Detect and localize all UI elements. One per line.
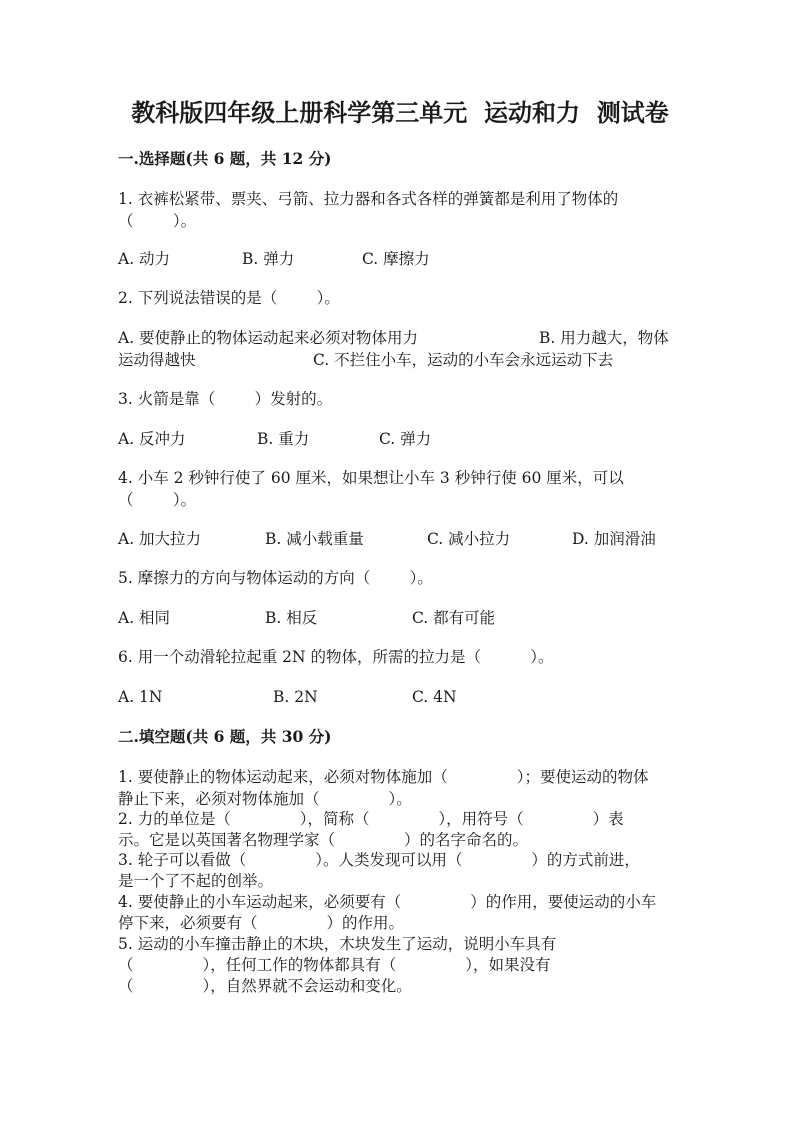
question-6-option-c: C. 4N bbox=[412, 688, 457, 706]
fill-line: （ ），自然界就不会运动和变化。 bbox=[118, 977, 412, 995]
question-1-text: 1. 衣裤松紧带、票夹、弓箭、拉力器和各式各样的弹簧都是利用了物体的 bbox=[118, 190, 619, 208]
question-2-text: 2. 下列说法错误的是（ ）。 bbox=[118, 289, 340, 307]
question-1-text: （ ）。 bbox=[118, 212, 197, 230]
fill-line: 4. 要使静止的小车运动起来，必须要有（ ）的作用，要使运动的小车 bbox=[118, 893, 657, 911]
question-3-text: 3. 火箭是靠（ ）发射的。 bbox=[118, 390, 333, 408]
question-3-option-a: A. 反冲力 bbox=[118, 430, 186, 448]
question-4-option-d: D. 加润滑油 bbox=[572, 530, 656, 548]
section-heading-multiple-choice: 一.选择题(共 6 题，共 12 分) bbox=[118, 149, 332, 168]
question-5-option-b: B. 相反 bbox=[265, 609, 318, 627]
fill-line: 2. 力的单位是（ ），简称（ ），用符号（ ）表 bbox=[118, 810, 624, 828]
question-3-option-b: B. 重力 bbox=[257, 430, 310, 448]
question-3-option-c: C. 弹力 bbox=[379, 430, 432, 448]
question-1-option-b: B. 弹力 bbox=[242, 250, 295, 268]
question-2-option-a: A. 要使静止的物体运动起来必须对物体用力 bbox=[118, 329, 419, 347]
page-title: 教科版四年级上册科学第三单元 运动和力 测试卷 bbox=[131, 98, 669, 127]
question-2-option-c: C. 不拦住小车，运动的小车会永远运动下去 bbox=[313, 351, 614, 369]
section-heading-fill-in-blank: 二.填空题(共 6 题，共 30 分) bbox=[118, 727, 332, 746]
question-6-option-a: A. 1N bbox=[118, 688, 163, 706]
fill-line: 1. 要使静止的物体运动起来，必须对物体施加（ ）；要使运动的物体 bbox=[118, 768, 649, 786]
fill-line: 3. 轮子可以看做（ ）。人类发现可以用（ ）的方式前进， bbox=[118, 851, 640, 869]
question-4-option-a: A. 加大拉力 bbox=[118, 530, 202, 548]
question-4-text: （ ）。 bbox=[118, 491, 197, 509]
question-5-option-c: C. 都有可能 bbox=[412, 609, 496, 627]
question-5-text: 5. 摩擦力的方向与物体运动的方向（ ）。 bbox=[118, 569, 433, 587]
question-6-text: 6. 用一个动滑轮拉起重 2N 的物体，所需的拉力是（ ）。 bbox=[118, 648, 554, 666]
question-2-option-b: B. 用力越大，物体 bbox=[539, 329, 669, 347]
question-5-option-a: A. 相同 bbox=[118, 609, 171, 627]
question-4-option-b: B. 减小载重量 bbox=[265, 530, 364, 548]
question-6-option-b: B. 2N bbox=[273, 688, 318, 706]
question-4-text: 4. 小车 2 秒钟行使了 60 厘米，如果想让小车 3 秒钟行使 60 厘米，可以 bbox=[118, 469, 624, 487]
fill-line: 停下来，必须要有（ ）的作用。 bbox=[118, 914, 404, 932]
question-2-option-b-continued: 运动得越快 bbox=[118, 351, 196, 369]
fill-line: 静止下来，必须对物体施加（ ）。 bbox=[118, 790, 412, 808]
fill-line: （ ），任何工作的物体都具有（ ），如果没有 bbox=[118, 956, 551, 974]
fill-line: 是一个了不起的创举。 bbox=[118, 872, 274, 890]
fill-line: 示。它是以英国著名物理学家（ ）的名字命名的。 bbox=[118, 831, 528, 849]
question-4-option-c: C. 减小拉力 bbox=[427, 530, 511, 548]
question-1-option-a: A. 动力 bbox=[118, 250, 171, 268]
question-1-option-c: C. 摩擦力 bbox=[362, 250, 430, 268]
fill-line: 5. 运动的小车撞击静止的木块，木块发生了运动，说明小车具有 bbox=[118, 935, 557, 953]
